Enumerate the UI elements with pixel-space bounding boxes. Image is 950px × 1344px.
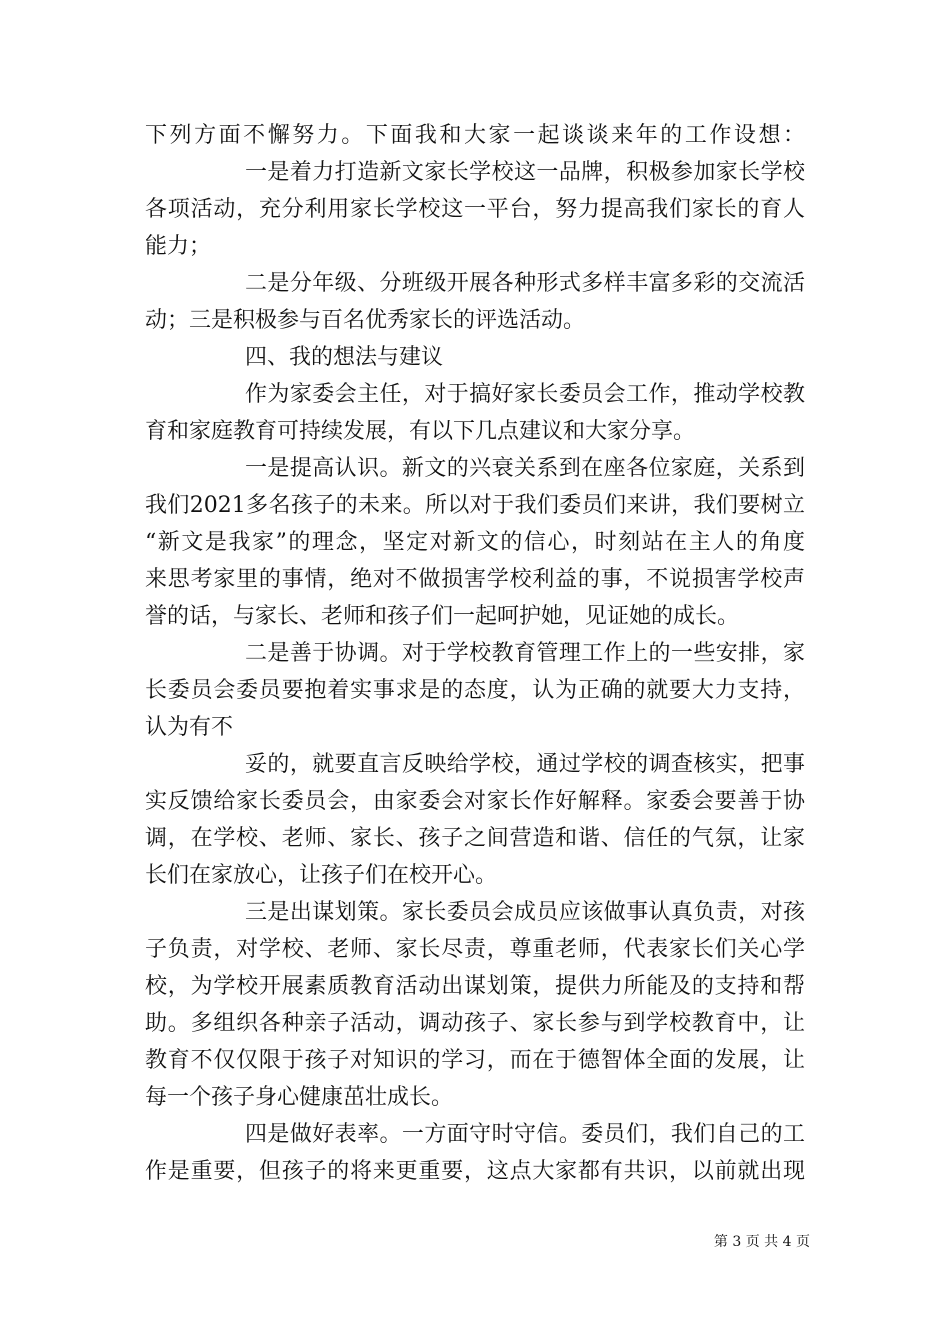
text-line-20: 调，在学校、老师、家长、孩子之间营造和谐、信任的气氛，让家 — [145, 826, 805, 851]
text-line-12: “新文是我家”的理念，坚定对新文的信心，时刻站在主人的角度 — [145, 530, 805, 555]
text-line-26: 教育不仅仅限于孩子对知识的学习，而在于德智体全面的发展，让 — [145, 1048, 805, 1073]
text-line-15: 二是善于协调。对于学校教育管理工作上的一些安排，家 — [245, 641, 805, 666]
text-line-27: 每一个孩子身心健康茁壮成长。 — [145, 1085, 454, 1110]
text-line-23: 子负责，对学校、老师、家长尽责，尊重老师，代表家长们关心学 — [145, 937, 805, 962]
page-number-footer: 第 3 页 共 4 页 — [713, 1234, 810, 1250]
text-line-14: 誉的话，与家长、老师和孩子们一起呵护她，见证她的成长。 — [145, 604, 740, 629]
text-line-21: 长们在家放心，让孩子们在校开心。 — [145, 863, 498, 888]
text-line-1: 下列方面不懈努力。下面我和大家一起谈谈来年的工作设想： — [145, 123, 805, 148]
text-line-24: 校，为学校开展素质教育活动出谋划策，提供力所能及的支持和帮 — [145, 974, 805, 999]
text-line-8: 作为家委会主任，对于搞好家长委员会工作，推动学校教 — [245, 382, 805, 407]
text-line-5: 二是分年级、分班级开展各种形式多样丰富多彩的交流活 — [245, 271, 805, 296]
text-line-2: 一是着力打造新文家长学校这一品牌，积极参加家长学校 — [245, 160, 805, 185]
text-line-22: 三是出谋划策。家长委员会成员应该做事认真负责，对孩 — [245, 900, 805, 925]
text-line-18: 妥的，就要直言反映给学校，通过学校的调查核实，把事 — [245, 752, 805, 777]
text-line-6: 动；三是积极参与百名优秀家长的评选活动。 — [145, 308, 586, 333]
text-line-25: 助。多组织各种亲子活动，调动孩子、家长参与到学校教育中，让 — [145, 1011, 805, 1036]
text-line-3: 各项活动，充分利用家长学校这一平台，努力提高我们家长的育人 — [145, 197, 805, 222]
section-heading: 四、我的想法与建议 — [245, 345, 444, 370]
text-line-4: 能力； — [145, 234, 212, 259]
text-line-13: 来思考家里的事情，绝对不做损害学校利益的事，不说损害学校声 — [145, 567, 805, 592]
text-line-19: 实反馈给家长委员会，由家委会对家长作好解释。家委会要善于协 — [145, 789, 805, 814]
text-line-16: 长委员会委员要抱着实事求是的态度，认为正确的就要大力支持， — [145, 678, 805, 703]
text-line-29: 作是重要，但孩子的将来更重要，这点大家都有共识，以前就出现 — [145, 1159, 805, 1184]
text-line-17: 认为有不 — [145, 715, 234, 740]
text-line-11: 我们2021多名孩子的未来。所以对于我们委员们来讲，我们要树立 — [145, 493, 805, 518]
text-line-9: 育和家庭教育可持续发展，有以下几点建议和大家分享。 — [145, 419, 696, 444]
text-line-28: 四是做好表率。一方面守时守信。委员们，我们自己的工 — [245, 1122, 805, 1147]
text-line-10: 一是提高认识。新文的兴衰关系到在座各位家庭，关系到 — [245, 456, 805, 481]
